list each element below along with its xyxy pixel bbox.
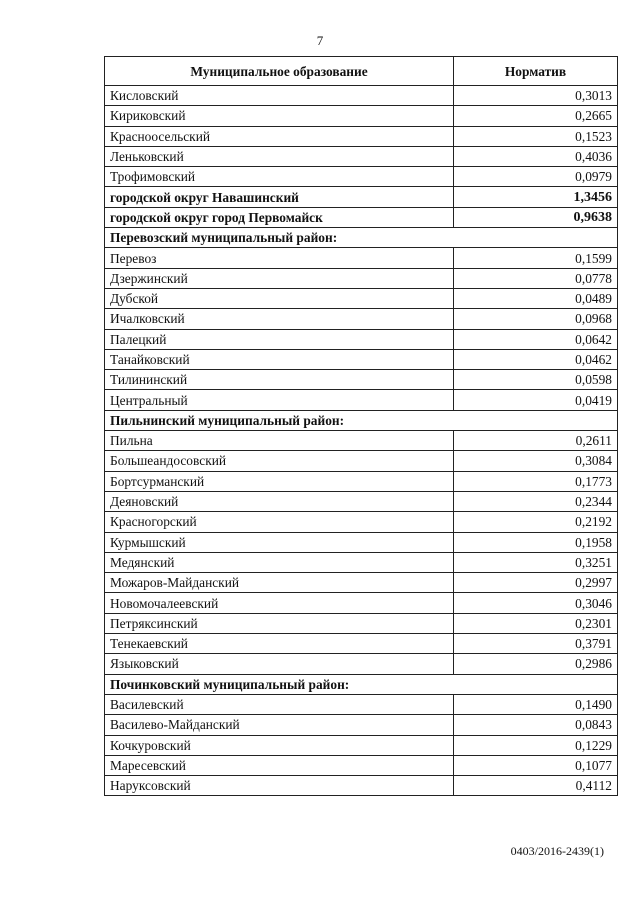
table-row xyxy=(105,532,618,552)
normative-value: 0,3013 xyxy=(454,86,618,106)
table-row xyxy=(105,451,618,471)
table-row xyxy=(105,755,618,775)
municipality-name: Трофимовский xyxy=(105,167,454,187)
table-row xyxy=(105,694,618,714)
normative-value: 0,2611 xyxy=(454,431,618,451)
normative-value: 0,4036 xyxy=(454,146,618,166)
normative-value: 0,2192 xyxy=(454,512,618,532)
municipality-name: Маресевский xyxy=(105,755,454,775)
table-row xyxy=(105,126,618,146)
district-name: Починковский муниципальный район: xyxy=(105,674,618,694)
normative-value: 0,0642 xyxy=(454,329,618,349)
municipality-name: Перевоз xyxy=(105,248,454,268)
table-row xyxy=(105,349,618,369)
table-row xyxy=(105,167,618,187)
municipality-name: Медянский xyxy=(105,552,454,572)
table-row xyxy=(105,512,618,532)
normative-value: 0,9638 xyxy=(454,207,618,227)
normative-value: 0,2344 xyxy=(454,491,618,511)
normative-value: 0,0489 xyxy=(454,288,618,308)
table-row xyxy=(105,634,618,654)
municipality-name: Тенекаевский xyxy=(105,634,454,654)
normative-value: 0,1490 xyxy=(454,694,618,714)
district-name: Перевозский муниципальный район: xyxy=(105,228,618,248)
table-row xyxy=(105,309,618,329)
municipality-name: Пильна xyxy=(105,431,454,451)
table-row xyxy=(105,146,618,166)
normative-value: 0,0843 xyxy=(454,715,618,735)
district-header-row xyxy=(105,410,618,430)
municipality-name: Курмышский xyxy=(105,532,454,552)
table-body xyxy=(105,86,618,796)
normative-value: 0,0778 xyxy=(454,268,618,288)
normative-value: 0,1958 xyxy=(454,532,618,552)
header-normative: Норматив xyxy=(454,57,618,86)
normative-value: 0,2997 xyxy=(454,573,618,593)
normative-value: 1,3456 xyxy=(454,187,618,207)
normative-value: 0,0598 xyxy=(454,370,618,390)
municipality-name: Василевский xyxy=(105,694,454,714)
table-row xyxy=(105,207,618,227)
district-name: Пильнинский муниципальный район: xyxy=(105,410,618,430)
table-row xyxy=(105,573,618,593)
municipality-name: Бортсурманский xyxy=(105,471,454,491)
municipality-name: Языковский xyxy=(105,654,454,674)
table-row xyxy=(105,431,618,451)
municipality-name: Новомочалеевский xyxy=(105,593,454,613)
normative-value: 0,3084 xyxy=(454,451,618,471)
table-row xyxy=(105,329,618,349)
normative-value: 0,2301 xyxy=(454,613,618,633)
document-code: 0403/2016-2439(1) xyxy=(510,844,604,858)
normative-value: 0,1599 xyxy=(454,248,618,268)
normative-value: 0,1523 xyxy=(454,126,618,146)
table-row xyxy=(105,370,618,390)
municipality-name: Ичалковский xyxy=(105,309,454,329)
table-row xyxy=(105,248,618,268)
municipality-name: Танайковский xyxy=(105,349,454,369)
municipality-name: Дзержинский xyxy=(105,268,454,288)
table-row xyxy=(105,735,618,755)
district-header-row xyxy=(105,228,618,248)
municipality-name: Кириковский xyxy=(105,106,454,126)
municipality-name: Петряксинский xyxy=(105,613,454,633)
table-row xyxy=(105,288,618,308)
table-row xyxy=(105,776,618,796)
normative-value: 0,2665 xyxy=(454,106,618,126)
table-row xyxy=(105,552,618,572)
municipality-name: Большеандосовский xyxy=(105,451,454,471)
normative-value: 0,4112 xyxy=(454,776,618,796)
municipality-name: городской округ Навашинский xyxy=(105,187,454,207)
table-row xyxy=(105,491,618,511)
table-row xyxy=(105,106,618,126)
normative-value: 0,0419 xyxy=(454,390,618,410)
normative-value: 0,3251 xyxy=(454,552,618,572)
normative-value: 0,0979 xyxy=(454,167,618,187)
municipality-name: Леньковский xyxy=(105,146,454,166)
normative-value: 0,0968 xyxy=(454,309,618,329)
table-row xyxy=(105,86,618,106)
normative-value: 0,2986 xyxy=(454,654,618,674)
normative-value: 0,1077 xyxy=(454,755,618,775)
table-row xyxy=(105,187,618,207)
municipality-name: Центральный xyxy=(105,390,454,410)
normative-value: 0,3046 xyxy=(454,593,618,613)
municipality-name: Кисловский xyxy=(105,86,454,106)
municipality-name: Тилининский xyxy=(105,370,454,390)
header-municipality: Муниципальное образование xyxy=(105,57,454,86)
municipality-name: Можаров-Майданский xyxy=(105,573,454,593)
page-number: 7 xyxy=(316,33,324,48)
table-row xyxy=(105,390,618,410)
normative-value: 0,3791 xyxy=(454,634,618,654)
municipality-name: Кочкуровский xyxy=(105,735,454,755)
municipality-name: Деяновский xyxy=(105,491,454,511)
municipality-name: Василево-Майданский xyxy=(105,715,454,735)
table-row xyxy=(105,268,618,288)
table-row xyxy=(105,654,618,674)
municipality-name: городской округ город Первомайск xyxy=(105,207,454,227)
table-row xyxy=(105,593,618,613)
normative-value: 0,1773 xyxy=(454,471,618,491)
table-row xyxy=(105,613,618,633)
table-row xyxy=(105,715,618,735)
municipality-name: Красноосельский xyxy=(105,126,454,146)
municipality-name: Красногорский xyxy=(105,512,454,532)
municipality-name: Наруксовский xyxy=(105,776,454,796)
normative-table xyxy=(104,56,618,796)
table-header-row xyxy=(105,57,618,86)
table-row xyxy=(105,471,618,491)
municipality-name: Дубской xyxy=(105,288,454,308)
normative-value: 0,1229 xyxy=(454,735,618,755)
district-header-row xyxy=(105,674,618,694)
municipality-name: Палецкий xyxy=(105,329,454,349)
normative-value: 0,0462 xyxy=(454,349,618,369)
